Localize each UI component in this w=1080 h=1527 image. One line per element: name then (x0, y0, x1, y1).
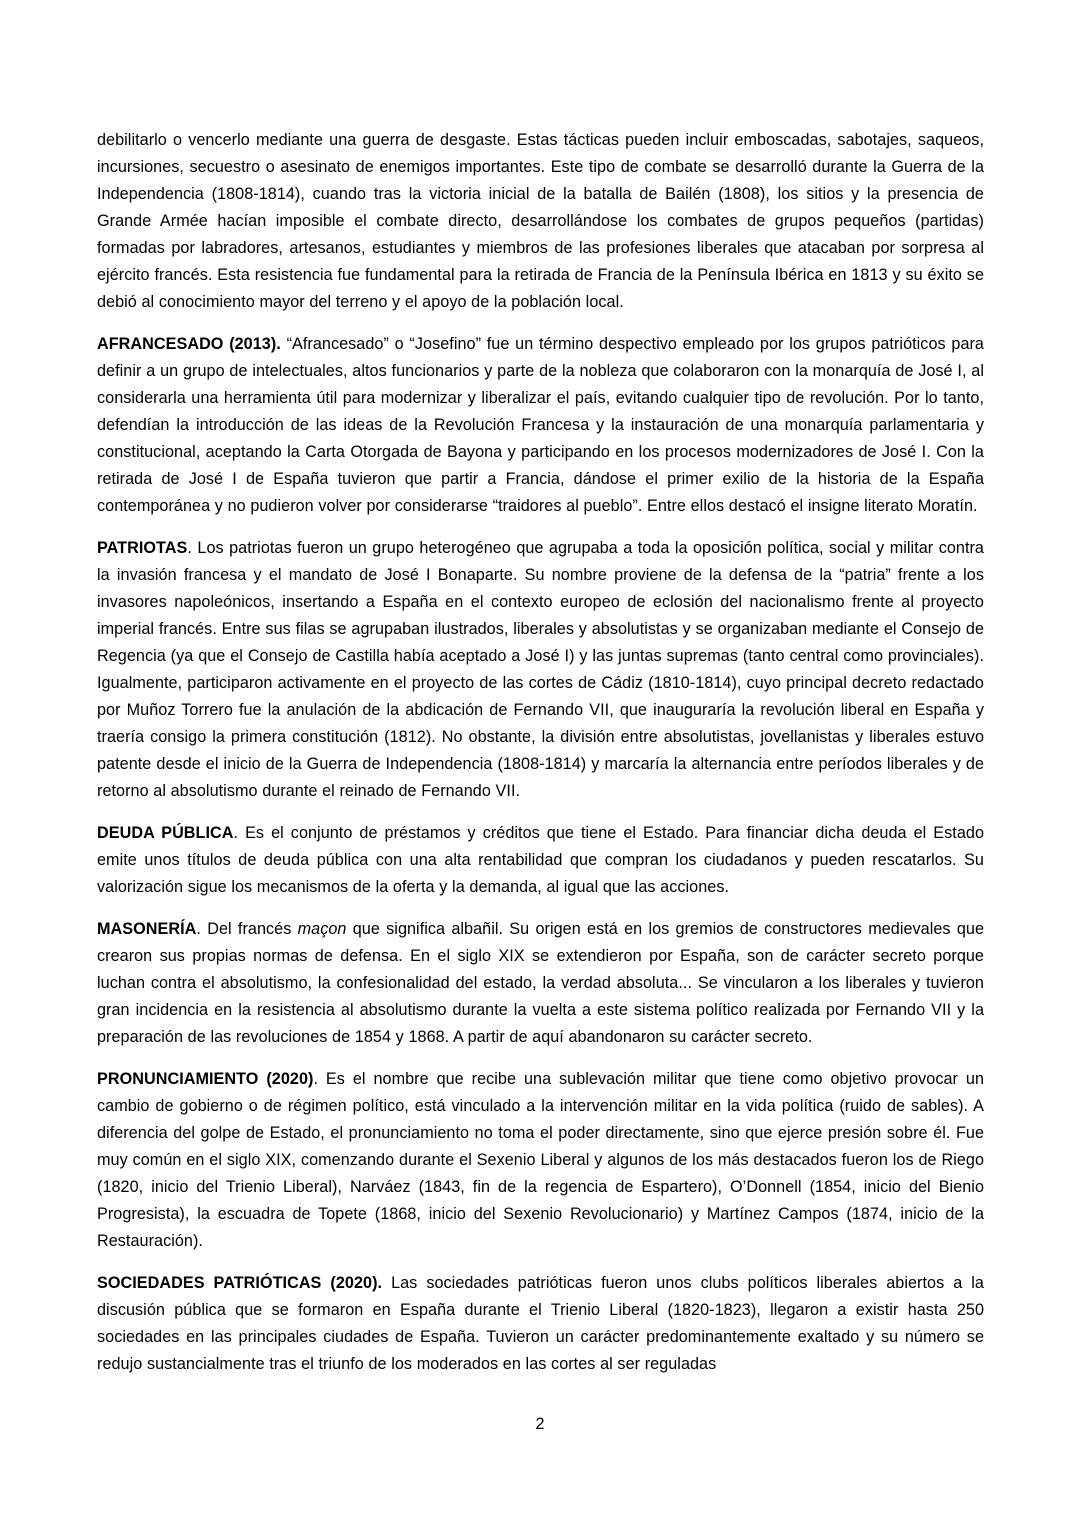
paragraph-guerrillas-continued (97, 127, 984, 316)
paragraph-body-before-italic: Del francés (200, 920, 298, 938)
term-suffix: . (233, 824, 239, 842)
paragraph-body: “Afrancesado” o “Josefino” fue un término despectivo empleado por los grupos patrióticos para definir a un grupo de intelectuales, altos funcionarios y parte de la nobleza que colaboraron con la monarquía de José I, al considerarla una herramienta útil para modernizar y liberalizar el país, evitando cualquier tipo de revolución. Por lo tanto, defendían la introducción de las ideas de la Revolución Francesa y la instauración de una monarquía parlamentaria y constitucional, aceptando la Carta Otorgada de Bayona y participando en los procesos modernizadores de José I. Con la retirada de José I de España tuvieron que partir a Francia, dándose el primer exilio de la historia de la España contemporánea y no pudieron volver por considerarse “traidores al pueblo”. Entre ellos destacó el insigne literato Moratín. (97, 335, 984, 515)
term-pronunciamiento: PRONUNCIAMIENTO (2020) (97, 1070, 314, 1088)
paragraph-body: debilitarlo o vencerlo mediante una guerra de desgaste. Estas tácticas pueden incluir emboscadas, sabotajes, saqueos, incursiones, secuestro o asesinato de enemigos importantes. Este tipo de combate se desarrolló durante la Guerra de la Independencia (1808-1814), cuando tras la victoria inicial de la batalla de Bailén (1808), los sitios y la presencia de Grande Armée hacían imposible el combate directo, desarrollándose los combates de grupos pequeños (partidas) formadas por labradores, artesanos, estudiantes y miembros de las profesiones liberales que atacaban por sorpresa al ejército francés. Esta resistencia fue fundamental para la retirada de Francia de la Península Ibérica en 1813 y su éxito se debió al conocimiento mayor del terreno y el apoyo de la población local. (97, 131, 984, 311)
paragraph-body-after-italic: que significa albañil. Su origen está en los gremios de constructores medievales que crearon sus propias normas de defensa. En el siglo XIX se extendieron por España, son de carácter secreto porque luchan contra el absolutismo, la confesionalidad del estado, la verdad absoluta... Se vincularon a los liberales y tuvieron gran incidencia en la resistencia al absolutismo durante la vuelta a este sistema político realizada por Fernando VII y la preparación de las revoluciones de 1854 y 1868. A partir de aquí abandonaron su carácter secreto. (97, 920, 984, 1046)
document-text-column (97, 127, 984, 1378)
term-patriotas: PATRIOTAS (97, 539, 188, 557)
term-masoneria: MASONERÍA (97, 920, 197, 938)
term-suffix: . (196, 920, 201, 938)
term-suffix: . (313, 1070, 319, 1088)
paragraph-body: Es el nombre que recibe una sublevación militar que tiene como objetivo provocar un cambio de gobierno o de régimen político, está vinculado a la intervención militar en la vida política (ruido de sables). A diferencia del golpe de Estado, el pronunciamiento no toma el poder directamente, sino que ejerce presión sobre él. Fue muy común en el siglo XIX, comenzando durante el Sexenio Liberal y algunos de los más destacados fueron los de Riego (1820, inicio del Trienio Liberal), Narváez (1843, fin de la regencia de Espartero), O’Donnell (1854, inicio del Bienio Progresista), la escuadra de Topete (1868, inicio del Sexenio Revolucionario) y Martínez Campos (1874, inicio de la Restauración). (97, 1070, 985, 1250)
paragraph-body: Los patriotas fueron un grupo heterogéneo que agrupaba a toda la oposición política, social y militar contra la invasión francesa y el mandato de José I Bonaparte. Su nombre proviene de la defensa de la “patria” frente a los invasores napoleónicos, insertando a España en el contexto europeo de eclosión del nacionalismo frente al proyecto imperial francés. Entre sus filas se agrupaban ilustrados, liberales y absolutistas y se organizaban mediante el Consejo de Regencia (ya que el Consejo de Castilla había aceptado a José I) y las juntas supremas (tanto central como provinciales). Igualmente, participaron activamente en el proyecto de las cortes de Cádiz (1810-1814), cuyo principal decreto redactado por Muñoz Torrero fue la anulación de la abdicación de Fernando VII, que inauguraría la revolución liberal en España y traería consigo la primera constitución (1812). No obstante, la división entre absolutistas, jovellanistas y liberales estuvo patente desde el inicio de la Guerra de Independencia (1808-1814) y marcaría la alternancia entre períodos liberales y de retorno al absolutismo durante el reinado de Fernando VII. (97, 539, 984, 800)
term-suffix: . (187, 539, 192, 557)
paragraph-patriotas (97, 535, 984, 805)
paragraph-pronunciamiento (97, 1066, 984, 1255)
term-deuda-publica: DEUDA PÚBLICA (97, 824, 234, 842)
term-sociedades-patrioticas: SOCIEDADES PATRIÓTICAS (2020). (97, 1274, 383, 1292)
paragraph-deuda-publica (97, 820, 984, 901)
paragraph-sociedades-patrioticas (97, 1270, 984, 1378)
paragraph-body: Es el conjunto de préstamos y créditos que tiene el Estado. Para financiar dicha deuda el Estado emite unos títulos de deuda pública con una alta rentabilidad que compran los ciudadanos y pueden rescatarlos. Su valorización sigue los mecanismos de la oferta y la demanda, al igual que las acciones. (97, 824, 984, 896)
paragraph-masoneria (97, 916, 984, 1051)
page-number: 2 (535, 1415, 545, 1433)
paragraph-afrancesado (97, 331, 984, 520)
paragraph-body: Las sociedades patrióticas fueron unos clubs políticos liberales abiertos a la discusión pública que se formaron en España durante el Trienio Liberal (1820-1823), llegaron a existir hasta 250 sociedades en las principales ciudades de España. Tuvieron un carácter predominantemente exaltado y su número se redujo sustancialmente tras el triunfo de los moderados en las cortes al ser reguladas (97, 1274, 984, 1373)
italic-foreign-word: maçon (297, 920, 347, 938)
term-afrancesado: AFRANCESADO (2013). (97, 335, 281, 353)
